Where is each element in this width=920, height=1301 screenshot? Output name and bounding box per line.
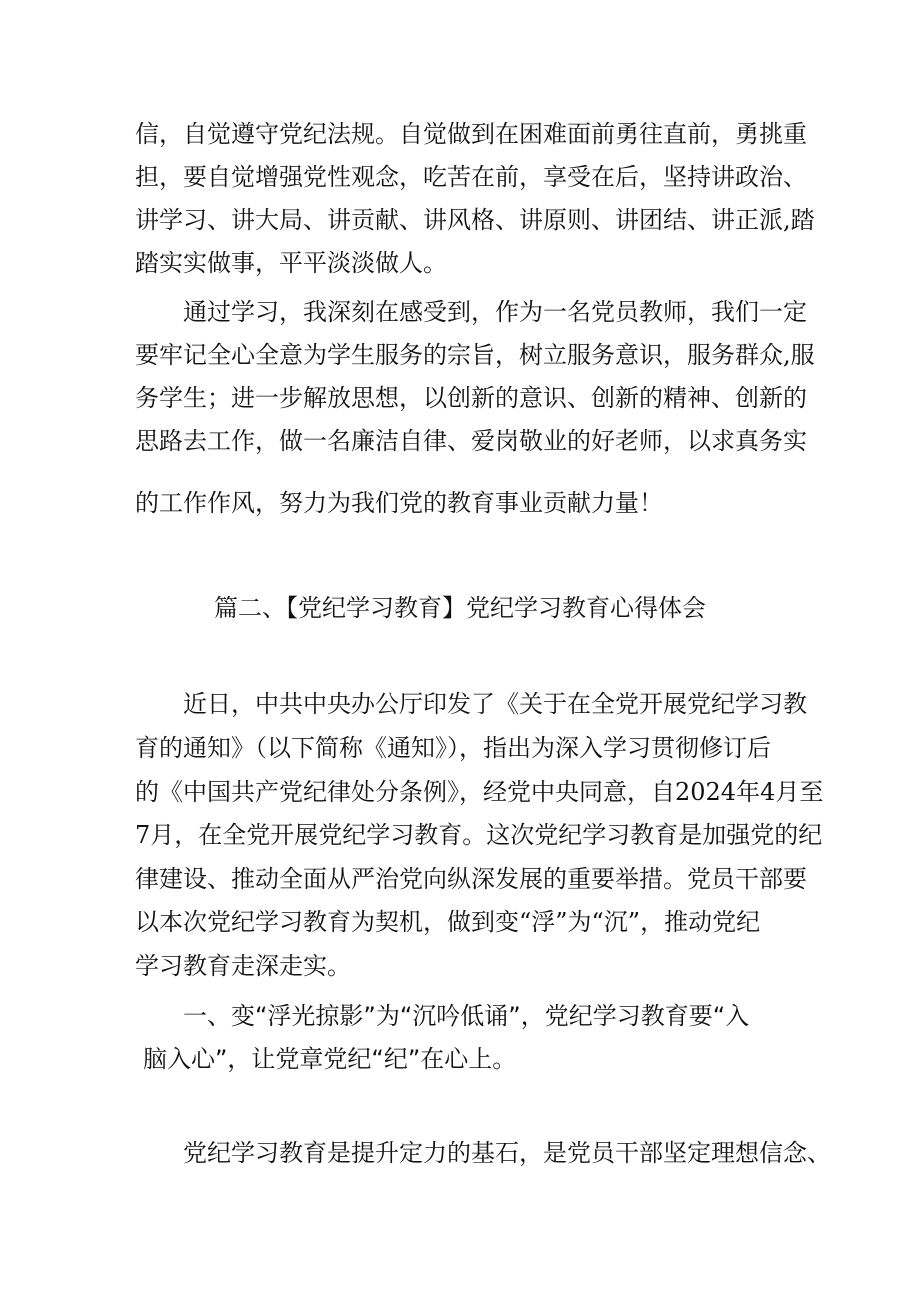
paragraph-1-line-4: 踏实实做事，平平淡淡做人。 bbox=[135, 249, 447, 277]
paragraph-3-line-6: 以本次党纪学习教育为契机，做到变“浮”为“沉”，推动党纪 bbox=[135, 908, 761, 936]
paragraph-3-line-4: 7月，在全党开展党纪学习教育。这次党纪学习教育是加强党的纪 bbox=[135, 821, 823, 849]
paragraph-2-line-4: 思路去工作，做一名廉洁自律、爱岗敬业的好老师，以求真务实 bbox=[135, 427, 807, 455]
paragraph-4-line-1: 党纪学习教育是提升定力的基石，是党员干部坚定理想信念、 bbox=[135, 1139, 831, 1167]
paragraph-2-line-1: 通过学习，我深刻在感受到，作为一名党员教师，我们一定 bbox=[135, 298, 807, 326]
paragraph-2-line-3: 务学生；进一步解放思想，以创新的意识、创新的精神、创新的 bbox=[135, 384, 807, 412]
paragraph-3-line-7: 学习教育走深走实。 bbox=[135, 952, 351, 980]
paragraph-3-line-5: 律建设、推动全面从严治党向纵深发展的重要举措。党员干部要 bbox=[135, 865, 807, 893]
paragraph-3-line-3: 的《中国共产党纪律处分条例》，经党中央同意，自2024年4月至 bbox=[135, 778, 824, 806]
paragraph-1-line-2: 担，要自觉增强党性观念，吃苦在前，享受在后，坚持讲政治、 bbox=[135, 163, 807, 191]
paragraph-1-line-3: 讲学习、讲大局、讲贡献、讲风格、讲原则、讲团结、讲正派,踏 bbox=[135, 206, 815, 234]
subheading-1-line-1: 一、变“浮光掠影”为“沉吟低诵”，党纪学习教育要“入 bbox=[135, 1002, 750, 1030]
paragraph-3-line-1: 近日，中共中央办公厅印发了《关于在全党开展党纪学习教 bbox=[135, 690, 807, 718]
paragraph-1-line-1: 信，自觉遵守党纪法规。自觉做到在困难面前勇往直前，勇挑重 bbox=[135, 120, 807, 148]
paragraph-3-line-2: 育的通知》（以下简称《通知》），指出为深入学习贯彻修订后 bbox=[135, 734, 771, 762]
paragraph-2-line-2: 要牢记全心全意为学生服务的宗旨，树立服务意识，服务群众,服 bbox=[135, 341, 815, 369]
section-title: 篇二、【党纪学习教育】党纪学习教育心得体会 bbox=[214, 594, 706, 622]
subheading-1-line-2: 脑入心”，让党章党纪“纪”在心上。 bbox=[143, 1045, 517, 1073]
paragraph-2-line-5: 的工作作风，努力为我们党的教育事业贡献力量！ bbox=[135, 489, 663, 517]
